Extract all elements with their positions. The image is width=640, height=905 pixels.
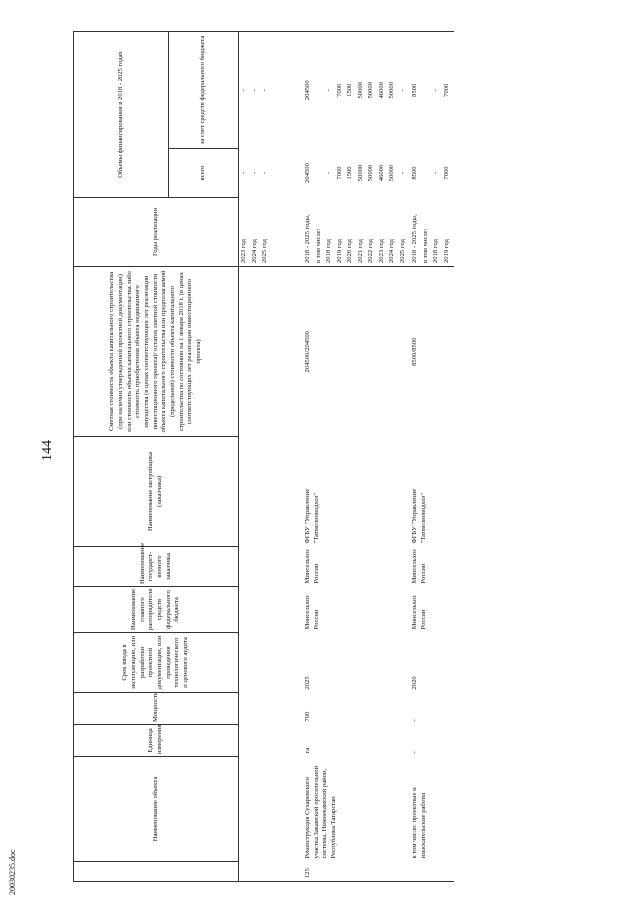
year-label: 2018 год bbox=[432, 239, 439, 263]
header-name: Наименование объекта bbox=[74, 757, 239, 862]
value: 50000 bbox=[388, 164, 395, 182]
federal-cell bbox=[410, 31, 454, 148]
deadline-value: 2020 bbox=[411, 676, 418, 690]
value: - bbox=[240, 89, 247, 92]
developer-value: ФГБУ "Управление "Татмелиоводхоз" bbox=[304, 488, 320, 544]
deadline-value: 2025 bbox=[304, 676, 311, 690]
value: 50000 bbox=[367, 164, 374, 182]
total-head: 8500 bbox=[411, 166, 418, 180]
value: - bbox=[325, 89, 332, 92]
main-manager-value: Минсельхоз России bbox=[304, 595, 320, 630]
estimated-cost-value: 8500/8500 bbox=[410, 267, 454, 437]
header-deadline: Срок ввода в эксплуатацию, или разработки проектной документации, или проведения технологического и ценового аудита bbox=[74, 633, 239, 693]
year-label: 2025 год bbox=[261, 239, 268, 263]
year-label: 2024 год bbox=[388, 239, 395, 263]
state-customer-value: Минсельхоз России bbox=[411, 549, 427, 584]
value: 50000 bbox=[367, 82, 374, 99]
value: - bbox=[261, 171, 268, 175]
unit-value: - bbox=[411, 751, 418, 754]
header-state-customer: Наименование государст-венного заказчика bbox=[74, 547, 239, 587]
total-cell bbox=[410, 149, 454, 198]
header-number bbox=[74, 862, 239, 882]
header-years: Годы реализации bbox=[74, 198, 239, 267]
value: 1500 bbox=[346, 166, 353, 180]
value: - bbox=[432, 89, 439, 92]
year-label: 2018 год bbox=[325, 239, 332, 263]
federal-head: 204500 bbox=[304, 80, 311, 101]
value: 46000 bbox=[377, 164, 385, 182]
value: - bbox=[325, 171, 332, 175]
table-row-125 bbox=[303, 31, 410, 881]
investment-table bbox=[73, 31, 454, 882]
table-header bbox=[74, 31, 239, 881]
years-range: 2018 - 2025 годы, bbox=[304, 214, 311, 263]
header-main-manager: Наименование главного распорядителя средств федерального бюджета bbox=[74, 587, 239, 633]
year-label: 2021 год bbox=[356, 239, 364, 263]
developer-value: ФГБУ "Управление "Татмелиоводхоз" bbox=[411, 488, 427, 544]
year-label: 2022 год bbox=[367, 239, 374, 263]
value: 7000 bbox=[442, 166, 450, 180]
state-customer-value: Минсельхоз России bbox=[304, 549, 320, 584]
value: - bbox=[250, 89, 258, 92]
page-number: 144 bbox=[40, 440, 55, 461]
capacity-value: - bbox=[411, 719, 418, 722]
value: 50000 bbox=[388, 82, 395, 99]
prev-years-cell bbox=[239, 198, 304, 267]
value: - bbox=[398, 89, 406, 92]
total-head: 204500 bbox=[304, 163, 311, 183]
table-row-subwork bbox=[410, 31, 454, 881]
value: 7000 bbox=[335, 83, 343, 97]
year-label: 2019 год bbox=[442, 239, 450, 263]
year-label: 2020 год bbox=[346, 239, 353, 263]
footer-code: 20030235.doc bbox=[8, 849, 17, 895]
value: - bbox=[398, 171, 406, 175]
value: - bbox=[240, 171, 247, 175]
table-row-prev bbox=[239, 31, 304, 881]
header-developer: Наименование застройщика (заказчика) bbox=[74, 437, 239, 547]
value: 50000 bbox=[356, 82, 364, 99]
years-cell bbox=[410, 198, 454, 267]
prev-total-cell bbox=[239, 149, 304, 198]
year-label: 2023 год bbox=[240, 239, 247, 263]
federal-head: 8500 bbox=[411, 83, 418, 97]
value: 7000 bbox=[335, 166, 343, 180]
federal-cell bbox=[303, 31, 410, 148]
header-capacity: Мощность bbox=[74, 693, 239, 725]
object-name: в том числе: проектные и изыскательские работы bbox=[411, 787, 427, 859]
value: - bbox=[432, 171, 439, 175]
investment-table-wrapper bbox=[73, 32, 563, 882]
year-label: 2025 год bbox=[398, 239, 406, 263]
header-estimated-cost: Сметная стоимость объекта капитального строительства (при наличии утвержденной проектной документации) или стоимость объекта капитального строительства либо стоимость приобретения объекта недвижимого имущества (в ценах соответствующих лет реализации инвестиционного проекта)/ остаток сметной стоимости объекта капитального строительства или предполагаемой (предельной) стоимости объекта капитального строительства по состоянию на 1 января 2018 г. (в ценах соответствующих лет реализации инвестиционного проекта) bbox=[74, 267, 239, 437]
years-range: 2018 - 2025 годы, bbox=[411, 214, 418, 263]
total-cell bbox=[303, 149, 410, 198]
year-label: 2023 год bbox=[377, 239, 385, 263]
value: - bbox=[250, 171, 258, 175]
main-manager-value: Минсельхоз России bbox=[411, 595, 427, 630]
capacity-value: 700 bbox=[304, 711, 311, 722]
header-total: всего bbox=[169, 149, 239, 198]
object-name: Реконструкция Сухаревского участка Закамской оросительной системы, Нижнекамский район, Республика Татарстан bbox=[304, 765, 338, 859]
header-funding-group: Объемы финансирования в 2018 - 2025 годах bbox=[74, 31, 169, 197]
including-label: в том числе: bbox=[314, 228, 322, 263]
table-body bbox=[239, 31, 455, 881]
value: 50000 bbox=[356, 164, 364, 182]
years-cell bbox=[303, 198, 410, 267]
estimated-cost-value: 204500/204500 bbox=[303, 267, 410, 437]
value: 7000 bbox=[442, 83, 450, 97]
value: 1500 bbox=[346, 83, 353, 97]
year-label: 2019 год bbox=[335, 239, 343, 263]
unit-value: га bbox=[304, 747, 311, 754]
row-number: 125 bbox=[303, 862, 410, 882]
header-unit: Единица измерения bbox=[74, 725, 239, 757]
year-label: 2024 год bbox=[250, 239, 258, 263]
value: - bbox=[261, 89, 268, 92]
header-federal: за счет средств федерального бюджета bbox=[169, 31, 239, 148]
prev-federal-cell bbox=[239, 31, 304, 148]
including-label: в том числе: bbox=[421, 228, 429, 263]
value: 46000 bbox=[377, 82, 385, 99]
